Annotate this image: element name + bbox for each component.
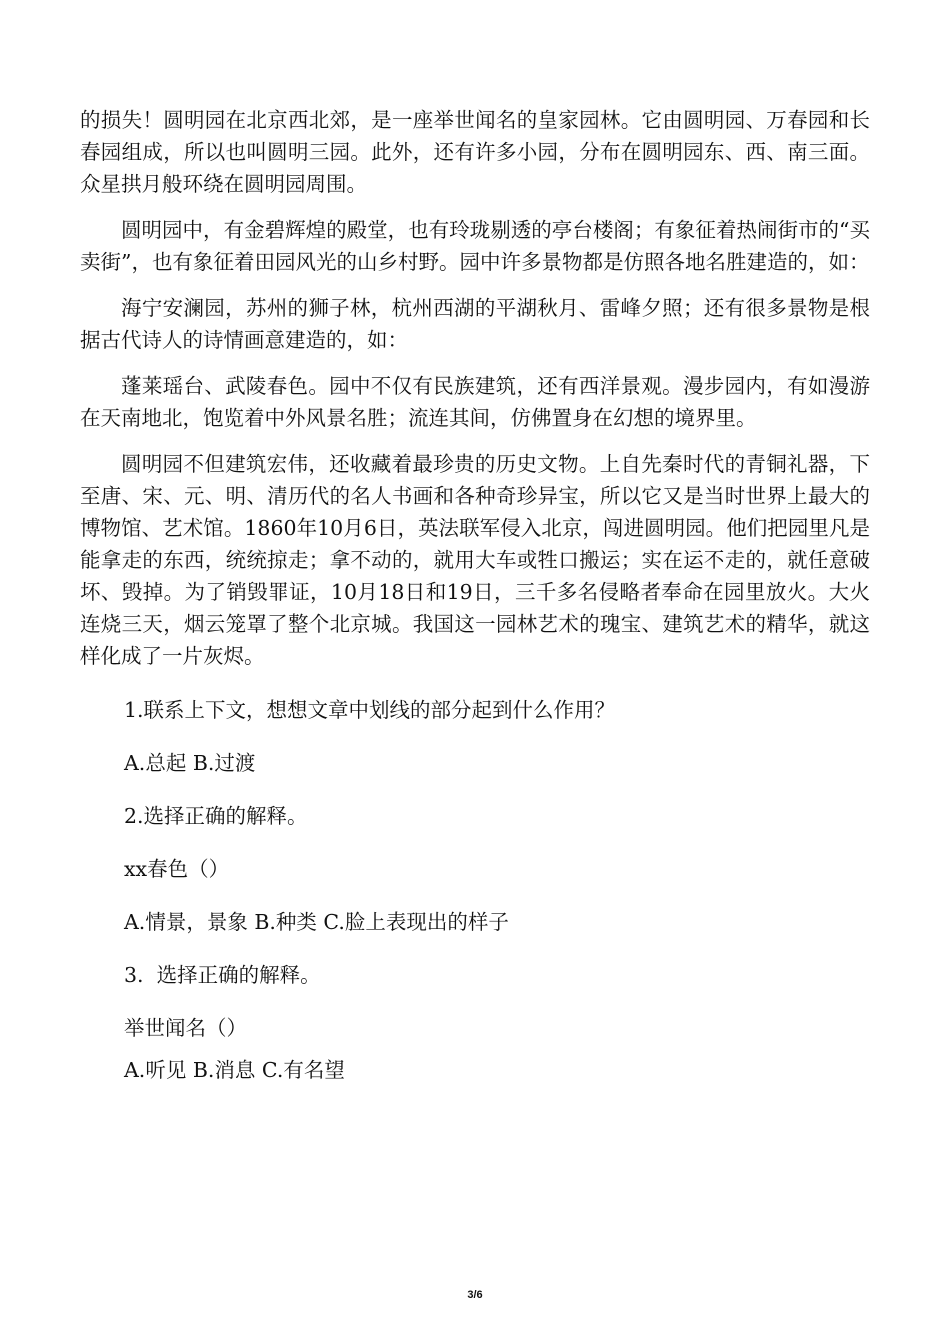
question-2-options: A.情景，景象 B.种类 C.脸上表现出的样子: [124, 910, 509, 934]
question-3: 3. 选择正确的解释。: [124, 963, 321, 987]
paragraph-4: 蓬莱瑶台、武陵春色。园中不仅有民族建筑，还有西洋景观。漫步园内，有如漫游在天南地北，饱览着中外风景名胜；流连其间，仿佛置身在幻想的境界里。: [80, 374, 870, 430]
paragraph-3: 海宁安澜园，苏州的狮子林，杭州西湖的平湖秋月、雷峰夕照；还有很多景物是根据古代诗人的诗情画意建造的，如：: [80, 296, 870, 352]
paragraph-2: 圆明园中，有金碧辉煌的殿堂，也有玲珑剔透的亭台楼阁；有象征着热闹街市的“买卖街”，也有象征着田园风光的山乡村野。园中许多景物都是仿照各地名胜建造的，如：: [80, 218, 870, 274]
document-body: [80, 104, 870, 1107]
question-3-options: A.听见 B.消息 C.有名望: [124, 1058, 345, 1082]
question-1: 1.联系上下文，想想文章中划线的部分起到什么作用？: [124, 698, 616, 722]
paragraph-1: 的损失！圆明园在北京西北郊，是一座举世闻名的皇家园林。它由圆明园、万春园和长春园组成，所以也叫圆明三园。此外，还有许多小园，分布在圆明园东、西、南三面。众星拱月般环绕在圆明园周围。: [80, 108, 870, 196]
page-number: 3/6: [467, 1289, 483, 1301]
question-2: 2.选择正确的解释。: [124, 804, 308, 828]
question-3-term: 举世闻名（）: [124, 1016, 247, 1040]
paragraph-5: 圆明园不但建筑宏伟，还收藏着最珍贵的历史文物。上自先秦时代的青铜礼器，下至唐、宋、元、明、清历代的名人书画和各种奇珍异宝，所以它又是当时世界上最大的博物馆、艺术馆。1860年10月6日，英法联军侵入北京，闯进圆明园。他们把园里凡是能拿走的东西，统统掠走；拿不动的，就用大车或牲口搬运；实在运不走的，就任意破坏、毁掉。为了销毁罪证，10月18日和19日，三千多名侵略者奉命在园里放火。大火连烧三天，烟云笼罩了整个北京城。我国这一园林艺术的瑰宝、建筑艺术的精华，就这样化成了一片灰烬。: [80, 452, 870, 668]
question-1-options: A.总起 B.过渡: [124, 751, 256, 775]
question-2-term: xx春色（）: [124, 857, 230, 881]
